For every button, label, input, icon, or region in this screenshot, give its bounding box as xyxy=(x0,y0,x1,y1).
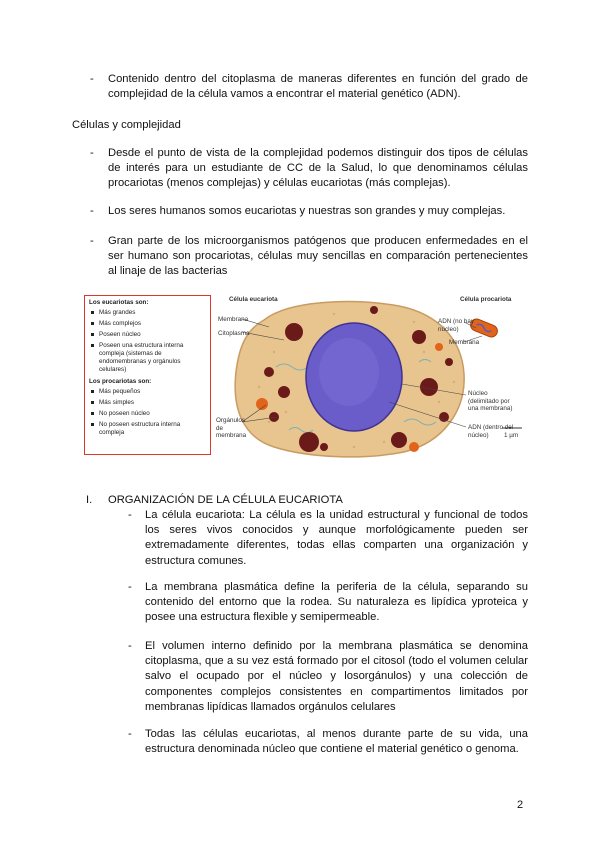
label-nucleo: Núcleo (delimitado por una membrana) xyxy=(468,390,513,412)
celulas-bullet-2: Los seres humanos somos eucariotas y nuestras son grandes y muy complejas. xyxy=(108,205,506,217)
label-scale: 1 µm xyxy=(504,432,519,439)
legend-item: Poseen una estructura interna compleja (sistemas de endomembranas y orgánulos celulares) xyxy=(89,342,206,374)
legend-eucariotas-title: Los eucariotas son: xyxy=(89,299,149,306)
legend-item: Más pequeños xyxy=(89,388,206,396)
bullet-marker: - xyxy=(128,728,132,740)
label-adn-nucleo: ADN (dentro del núcleo) xyxy=(468,424,514,439)
celulas-bullet-1: Desde el punto de vista de la complejidad podemos distinguir dos tipos de células de interés para un estudiante de CC de la Salud, lo que denominamos células procariotas (menos complejas) y células eucariotas (más complejas). xyxy=(108,147,528,190)
bullet-marker: - xyxy=(90,205,94,217)
legend-eucariotas-list xyxy=(89,309,206,374)
page-number: 2 xyxy=(517,799,524,811)
label-citoplasma: Citoplasma xyxy=(218,330,250,337)
label-adn-no-nucleo: ADN (no hay núcleo) xyxy=(438,318,475,333)
section-title-organizacion: ORGANIZACIÓN DE LA CÉLULA EUCARIOTA xyxy=(108,494,343,506)
legend-item: Más complejos xyxy=(89,320,206,328)
label-organulos: Orgánulos de membrana xyxy=(216,417,247,439)
label-membrana-procariota: Membrana xyxy=(449,339,480,346)
label-celula-procariota: Célula procariota xyxy=(460,296,512,303)
section-title-celulas: Células y complejidad xyxy=(72,119,181,131)
organizacion-bullet-3: El volumen interno definido por la membrana plasmática se denomina citoplasma, que a su vez está formado por el citosol (todo el volumen celular salvo el ocupado por el núcleo y losorgánulos) y una colección de componentes complejos consistentes en compartimentos limitados por membranas lipídicas llamados orgánulos celulares xyxy=(145,640,528,713)
organizacion-bullet-2: La membrana plasmática define la periferia de la célula, separando su contenido del entorno que la rodea. Su naturaleza es lipídica yproteica y posee una estructura flexible y semipermeable. xyxy=(145,581,528,624)
bullet-marker: - xyxy=(128,581,132,593)
legend-item: No poseen estructura interna compleja xyxy=(89,421,206,437)
bullet-marker: - xyxy=(128,640,132,652)
legend-box xyxy=(84,295,211,455)
organizacion-bullet-4: Todas las células eucariotas, al menos durante parte de su vida, una estructura denominada núcleo que contiene el material genético o genoma. xyxy=(145,728,528,756)
legend-item: Más simples xyxy=(89,399,206,407)
label-celula-eucariota: Célula eucariota xyxy=(229,296,278,303)
legend-item: No poseen núcleo xyxy=(89,410,206,418)
organizacion-bullet-1: La célula eucariota: La célula es la unidad estructural y funcional de todos los seres vivos conocidos y aunque morfológicamente pueden ser extremadamente diferentes, todas ellas comparten una organización y estructura comunes. xyxy=(145,509,528,567)
bullet-marker: - xyxy=(128,509,132,521)
bullet-marker: - xyxy=(90,73,94,85)
bullet-marker: - xyxy=(90,235,94,247)
label-membrana: Membrana xyxy=(218,316,249,323)
legend-item: Más grandes xyxy=(89,309,206,317)
celulas-bullet-3: Gran parte de los microorganismos patógenos que producen enfermedades en el ser humano son procariotas, células muy sencillas en comparación pertenecientes al linaje de las bacterias xyxy=(108,235,528,278)
legend-procariotas-title: Los procariotas son: xyxy=(89,378,152,385)
legend-procariotas-list xyxy=(89,388,206,437)
section-numeral: I. xyxy=(86,494,93,506)
intro-bullet-text: Contenido dentro del citoplasma de maneras diferentes en función del grado de complejidad de la célula vamos a encontrar el material genético (ADN). xyxy=(108,73,528,101)
bullet-marker: - xyxy=(90,147,94,159)
legend-item: Poseen núcleo xyxy=(89,331,206,339)
cell-comparison-figure xyxy=(84,292,529,460)
